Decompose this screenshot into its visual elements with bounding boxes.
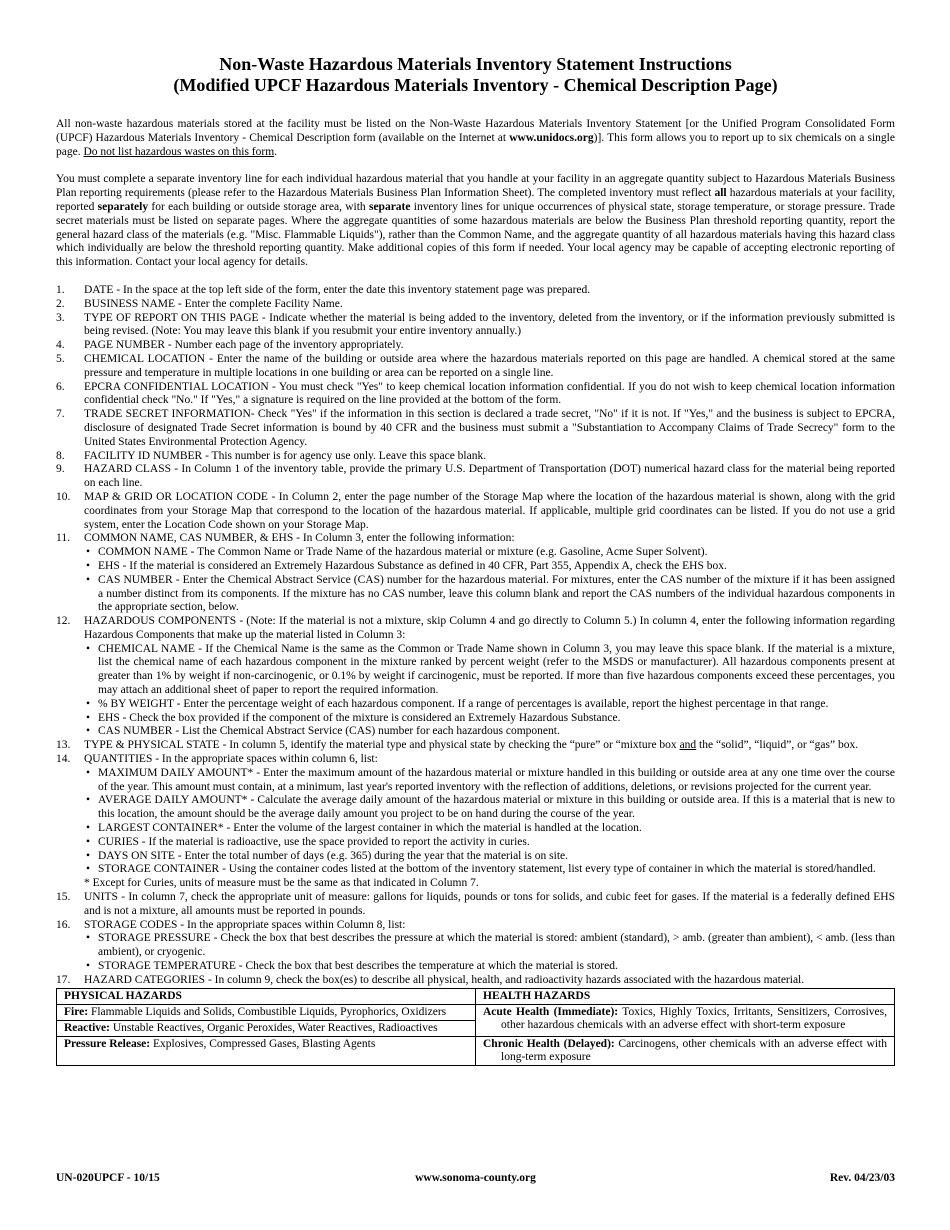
instruction-item-3 <box>56 312 895 340</box>
item-number: 13. <box>56 739 71 752</box>
instruction-item-12 <box>56 615 895 739</box>
item-text: DATE - In the space at the top left side of the form, enter the date this inventory statement page was prepared. <box>84 283 591 296</box>
instruction-item-8 <box>56 450 895 464</box>
sub-item: • STORAGE CONTAINER - Using the container codes listed at the bottom of the inventory statement, list every type of container in which the material is stored/handled. <box>84 863 895 877</box>
acute-health-cell <box>476 1004 895 1036</box>
item-text: UNITS - In column 7, check the appropriate unit of measure: gallons for liquids, pounds or tons for solids, and cubic feet for gases. If the material is a federally defined EHS and is not a mixture, all amounts must be reported in pounds. <box>84 891 895 917</box>
reactive-hazard-cell <box>57 1020 476 1036</box>
fire-hazard-cell <box>57 1004 476 1020</box>
chronic-label: Chronic Health (Delayed): <box>483 1037 615 1050</box>
sub-item: • CHEMICAL NAME - If the Chemical Name is the same as the Common or Trade Name shown in Column 3, you may leave this space blank. If the material is a mixture, list the chemical name of each hazardous component in the mixture ranked by percent weight (refer to the MSDS or manufacturer). All hazardous components present at greater than 1% by weight if non-carcinogenic, or 0.1% by weight if carcinogenic, must be reported. If more than five hazardous components exceed these percentages, you may attach an additional sheet of paper to report the required information. <box>84 643 895 698</box>
instruction-item-6 <box>56 381 895 409</box>
title-line-2: (Modified UPCF Hazardous Materials Inventory - Chemical Description Page) <box>173 75 778 95</box>
item-number: 4. <box>56 339 65 352</box>
item-text-underlined: and <box>679 739 697 752</box>
fire-label: Fire: <box>64 1005 89 1018</box>
item-number: 9. <box>56 463 65 476</box>
pressure-hazard-cell <box>57 1036 476 1065</box>
instruction-item-4 <box>56 339 895 353</box>
intro-text: . <box>274 145 278 158</box>
item-number: 12. <box>56 615 71 628</box>
instruction-item-1 <box>56 284 895 298</box>
sub-item: • MAXIMUM DAILY AMOUNT* - Enter the maximum amount of the hazardous material or mixture handled in this building or outside area at any one time over the course of the year. This amount must contain, at a minimum, last year's reported inventory with the reflection of additions, deletions, or revisions projected for the current year. <box>84 767 895 795</box>
instruction-item-7 <box>56 408 895 449</box>
item-number: 1. <box>56 283 65 296</box>
instruction-item-15 <box>56 891 895 919</box>
instruction-item-5 <box>56 353 895 381</box>
item-text: MAP & GRID OR LOCATION CODE - In Column 2, enter the page number of the Storage Map where the location of the hazardous material is shown, along with the grid coordinates from your Storage Map that correspond to the location of the hazardous material. If applicable, multiple grid coordinates can be listed. If you do not use a grid system, enter the Location Code shown on your Storage Map. <box>84 490 895 531</box>
sub-item: • STORAGE PRESSURE - Check the box that best describes the pressure at which the material is stored: ambient (standard), > amb. (greater than ambient), < amb. (less than ambient), or cryogenic. <box>84 932 895 960</box>
instruction-item-13 <box>56 739 895 753</box>
emphasis-text: all <box>714 187 727 200</box>
instructions-page <box>56 54 895 1066</box>
item-text: EPCRA CONFIDENTIAL LOCATION - You must check "Yes" to keep chemical location information confidential. If you do not wish to keep chemical location information confidential check "No." If "Yes," a signature is required on the line provided at the bottom of the form. <box>84 380 895 407</box>
pressure-text: Explosives, Compressed Gases, Blasting Agents <box>150 1037 376 1050</box>
reactive-label: Reactive: <box>64 1021 110 1034</box>
no-waste-warning: Do not list hazardous wastes on this form <box>83 145 275 158</box>
pressure-label: Pressure Release: <box>64 1037 151 1050</box>
sub-item: • AVERAGE DAILY AMOUNT* - Calculate the average daily amount of the hazardous material or mixture in this building or outside area. If this is a material that is new to this location, the amount should be the average daily amount you project to be on hand during the course of the year. <box>84 794 895 822</box>
sub-item: • LARGEST CONTAINER* - Enter the volume of the largest container in which the material is handled at the location. <box>84 822 895 836</box>
item-text: BUSINESS NAME - Enter the complete Facility Name. <box>84 297 343 310</box>
health-hazards-header: HEALTH HAZARDS <box>476 988 895 1004</box>
sub-item: • % BY WEIGHT - Enter the percentage weight of each hazardous component. If a range of percentages is available, report the highest percentage in that range. <box>84 698 895 712</box>
intro-paragraph-2 <box>56 173 895 270</box>
item-number: 17. <box>56 973 71 986</box>
intro-text: )]. This form allows you to report up to six chemicals on a single page. <box>56 131 895 158</box>
item-number: 10. <box>56 490 71 503</box>
sub-list <box>84 643 895 740</box>
physical-hazards-header: PHYSICAL HAZARDS <box>57 988 476 1004</box>
sub-item: • CAS NUMBER - Enter the Chemical Abstract Service (CAS) number for the hazardous material. For mixtures, enter the CAS number of the mixture if it has been assigned a number distinct from its components. If the mixture has no CAS number, leave this column blank and report the CAS numbers of the individual hazardous components in the appropriate section, below. <box>84 574 895 615</box>
footer-website: www.sonoma-county.org <box>415 1172 536 1184</box>
intro-paragraph-1 <box>56 118 895 159</box>
item-number: 3. <box>56 311 65 324</box>
intro-text: hazardous materials at your facility, reported <box>56 187 895 213</box>
item-number: 7. <box>56 408 65 421</box>
sub-item: • EHS - Check the box provided if the component of the mixture is considered an Extremely Hazardous Substance. <box>84 712 895 726</box>
item-number: 14. <box>56 753 71 766</box>
item-number: 15. <box>56 891 71 904</box>
item-text: TRADE SECRET INFORMATION- Check "Yes" if the information in this section is declared a trade secret, "No" if it is not. If "Yes," and the business is subject to EPCRA, disclosure of designated Trade Secret information is bound by 40 CFR and the business must submit a "Substantiation to Accompany Claims of Trade Secrecy" form to the United States Environmental Protection Agency. <box>84 408 895 448</box>
chronic-health-cell <box>476 1036 895 1065</box>
item-text: the “solid”, “liquid”, or “gas” box. <box>696 739 859 752</box>
item-text: TYPE & PHYSICAL STATE - In column 5, identify the material type and physical state by checking the “pure” or “mixture box <box>84 739 680 752</box>
item-number: 16. <box>56 918 71 931</box>
item-text: HAZARD CATEGORIES - In column 9, check the box(es) to describe all physical, health, and radioactivity hazards associated with the hazardous material. <box>84 973 805 986</box>
instruction-item-14 <box>56 753 895 891</box>
acute-text: Toxics, Highly Toxics, Irritants, Sensitizers, Corrosives, other hazardous chemicals with an adverse effect with short-term exposure <box>501 1005 887 1031</box>
sub-item: • DAYS ON SITE - Enter the total number of days (e.g. 365) during the year that the material is on site. <box>84 850 895 864</box>
intro-text: inventory lines for unique occurrences of physical state, storage temperature, or storage pressure. Trade secret materials must be listed on separate pages. Where the aggregate quantities of some hazardous materials are below the Business Plan threshold reporting quantity, report the general hazard class of the materials (e.g. "Misc. Flammable Liquids"), rather than the Common Name, and the aggregate quantity of all hazardous materials having this hazard class which individually are below the threshold reporting quantity. Make additional copies of this form if needed. Your local agency may be capable of accepting electronic reporting of this information. Contact your local agency for details. <box>56 200 895 269</box>
hazard-categories-table <box>56 988 895 1066</box>
item-text: CHEMICAL LOCATION - Enter the name of the building or outside area where the hazardous materials reported on this page are handled. A chemical stored at the same pressure and temperature in multiple locations in one building or area can be reported on a single line. <box>84 352 895 379</box>
page-title <box>56 54 895 96</box>
sub-list <box>84 767 895 877</box>
item-text: FACILITY ID NUMBER - This number is for agency use only. Leave this space blank. <box>84 449 487 462</box>
emphasis-text: separately <box>97 200 149 213</box>
item-text: QUANTITIES - In the appropriate spaces within column 6, list: <box>84 753 378 766</box>
sub-list <box>84 932 895 973</box>
unidocs-link[interactable]: www.unidocs.org <box>509 131 594 144</box>
item-text: HAZARD CLASS - In Column 1 of the inventory table, provide the primary U.S. Department of Transportation (DOT) numerical hazard class for the material being reported on each line. <box>84 463 895 490</box>
chronic-text: Carcinogens, other chemicals with an adverse effect with long-term exposure <box>501 1037 887 1063</box>
intro-text: All non-waste hazardous materials stored at the facility must be listed on the Non-Waste Hazardous Materials Inventory Statement [or the Unified Program Consolidated Form (UPCF) Hazardous Materials Inventory - Chemical Description form (available on the Internet at <box>56 118 895 144</box>
fire-text: Flammable Liquids and Solids, Combustible Liquids, Pyrophorics, Oxidizers <box>88 1005 447 1018</box>
emphasis-text: separate <box>368 200 411 213</box>
instruction-list <box>56 284 895 988</box>
item-text: TYPE OF REPORT ON THIS PAGE - Indicate whether the material is being added to the inventory, deleted from the inventory, or if the information previously submitted is being revised. (Note: You may leave this blank if you resubmit your entire inventory annually.) <box>84 311 895 338</box>
instruction-item-2 <box>56 298 895 312</box>
instruction-item-9 <box>56 463 895 491</box>
item-number: 2. <box>56 297 65 310</box>
item-text: COMMON NAME, CAS NUMBER, & EHS - In Column 3, enter the following information: <box>84 532 515 545</box>
item-number: 5. <box>56 352 65 365</box>
instruction-item-11 <box>56 532 895 615</box>
sub-item: • CAS NUMBER - List the Chemical Abstract Service (CAS) number for each hazardous component. <box>84 725 895 739</box>
revision-date: Rev. 04/23/03 <box>829 1172 895 1184</box>
instruction-item-16 <box>56 919 895 974</box>
item-number: 11. <box>56 532 70 545</box>
item-text: HAZARDOUS COMPONENTS - (Note: If the material is not a mixture, skip Column 4 and go directly to Column 5.) In column 4, enter the following information regarding Hazardous Components that make up the material listed in Column 3: <box>84 615 895 641</box>
units-footnote: * Except for Curies, units of measure must be the same as that indicated in Column 7. <box>84 877 479 890</box>
acute-label: Acute Health (Immediate): <box>483 1005 619 1018</box>
form-number: UN-020UPCF - 10/15 <box>56 1172 160 1184</box>
title-line-1: Non-Waste Hazardous Materials Inventory Statement Instructions <box>219 54 732 74</box>
item-number: 6. <box>56 380 65 393</box>
sub-item: • STORAGE TEMPERATURE - Check the box that best describes the temperature at which the material is stored. <box>84 960 895 974</box>
sub-item: • CURIES - If the material is radioactive, use the space provided to report the activity in curies. <box>84 836 895 850</box>
sub-list <box>84 546 895 615</box>
sub-item: • EHS - If the material is considered an Extremely Hazardous Substance as defined in 40 CFR, Part 355, Appendix A, check the EHS box. <box>84 560 895 574</box>
item-text: PAGE NUMBER - Number each page of the inventory appropriately. <box>84 339 404 352</box>
reactive-text: Unstable Reactives, Organic Peroxides, Water Reactives, Radioactives <box>109 1021 438 1034</box>
instruction-item-17 <box>56 974 895 988</box>
item-number: 8. <box>56 449 65 462</box>
item-text: STORAGE CODES - In the appropriate spaces within Column 8, list: <box>84 918 406 931</box>
sub-item: • COMMON NAME - The Common Name or Trade Name of the hazardous material or mixture (e.g. Gasoline, Acme Super Solvent). <box>84 546 895 560</box>
intro-text: for each building or outside storage area, with <box>148 200 369 213</box>
instruction-item-10 <box>56 491 895 532</box>
intro-text: You must complete a separate inventory line for each individual hazardous material that you handle at your facility in an aggregate quantity subject to Hazardous Materials Business Plan reporting requirements (please refer to the Hazardous Materials Business Plan Information Sheet). The completed inventory must reflect <box>56 173 895 200</box>
